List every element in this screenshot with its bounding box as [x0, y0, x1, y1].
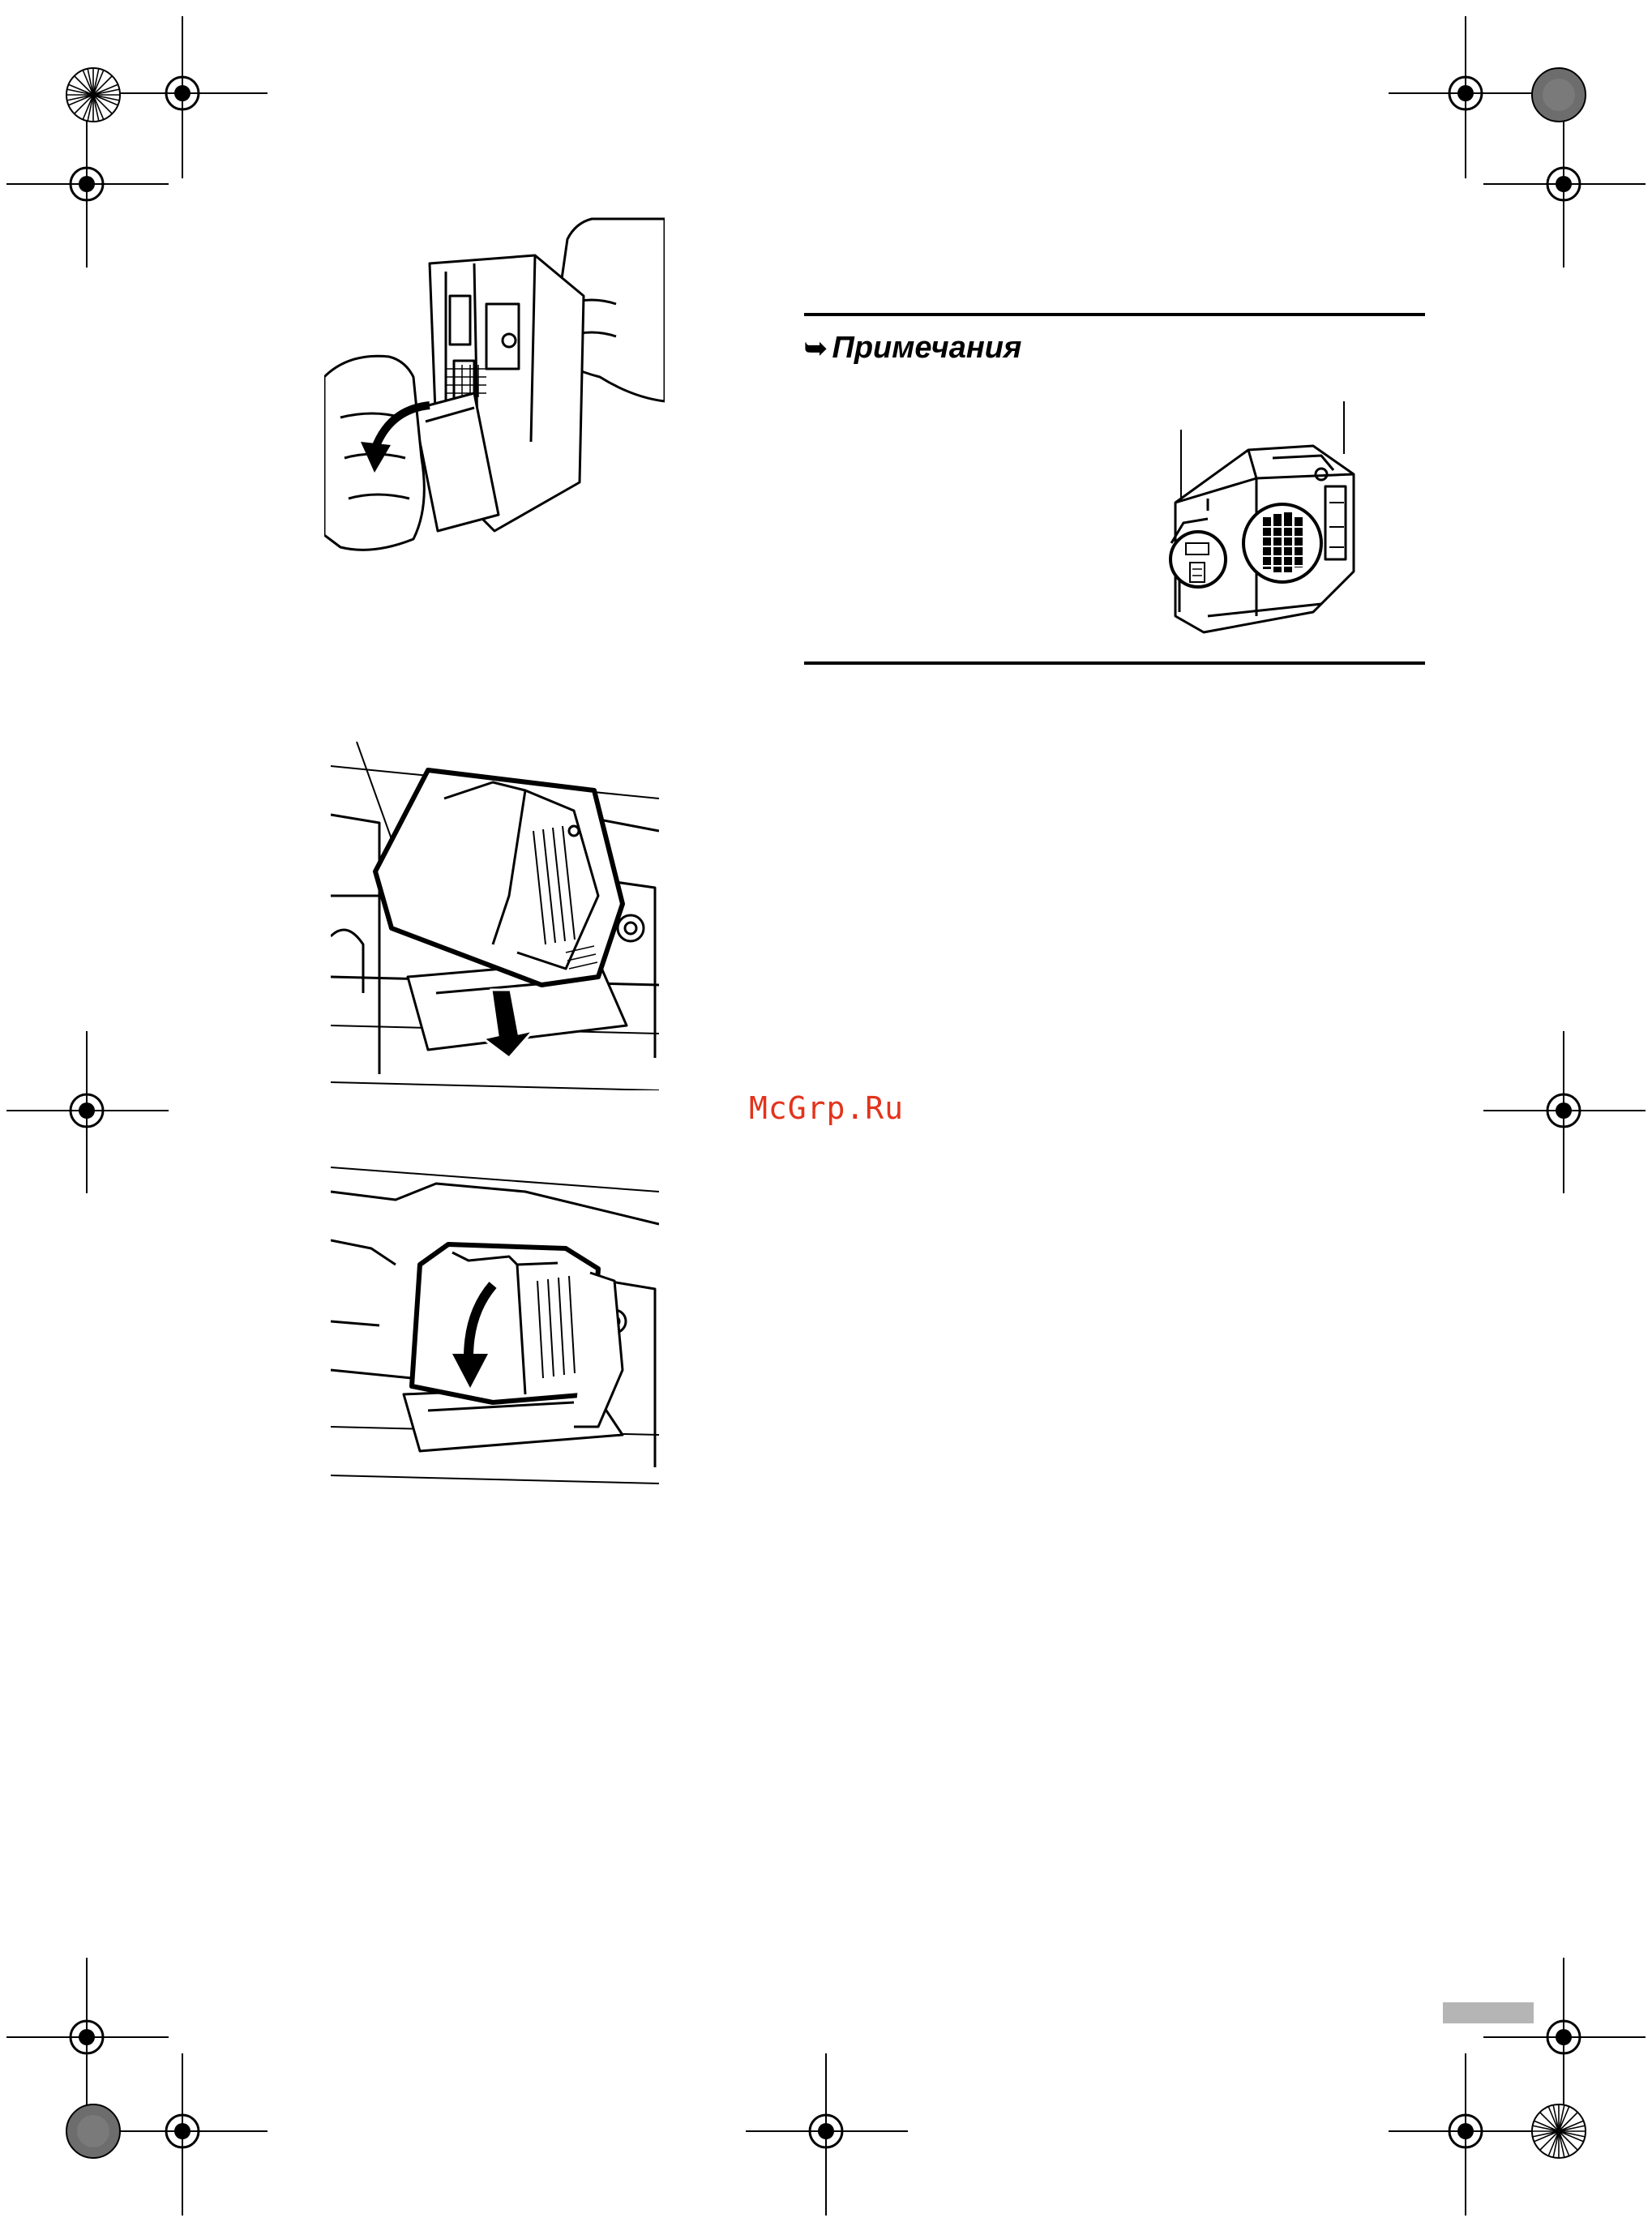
gray-calibration-disc-icon — [65, 2103, 122, 2160]
note-arrow-icon: ➥ — [804, 332, 828, 364]
registration-crosshair-icon — [6, 105, 169, 268]
notes-top-rule — [804, 313, 1425, 316]
registration-crosshair-icon — [1483, 1031, 1646, 1193]
color-calibration-wheel-icon — [65, 66, 122, 123]
illustration-opening-print-head-cap — [324, 215, 665, 555]
registration-crosshair-icon — [746, 2053, 908, 2216]
notes-heading — [804, 331, 1021, 366]
gray-calibration-disc-icon — [1530, 66, 1587, 123]
registration-crosshair-icon — [105, 2053, 267, 2216]
notes-bottom-rule — [804, 661, 1425, 665]
registration-crosshair-icon — [6, 1031, 169, 1193]
color-calibration-wheel-icon — [1530, 2103, 1587, 2160]
illustration-locking-print-head — [331, 1159, 659, 1492]
watermark-text: McGrp.Ru — [749, 1090, 905, 1126]
registration-crosshair-icon — [1389, 2053, 1551, 2216]
page-number-tab — [1443, 2002, 1534, 2023]
illustration-print-head-nozzles — [1159, 397, 1370, 640]
notes-heading-label: Примечания — [832, 331, 1022, 365]
illustration-inserting-print-head — [331, 734, 659, 1090]
registration-crosshair-icon — [1483, 105, 1646, 268]
